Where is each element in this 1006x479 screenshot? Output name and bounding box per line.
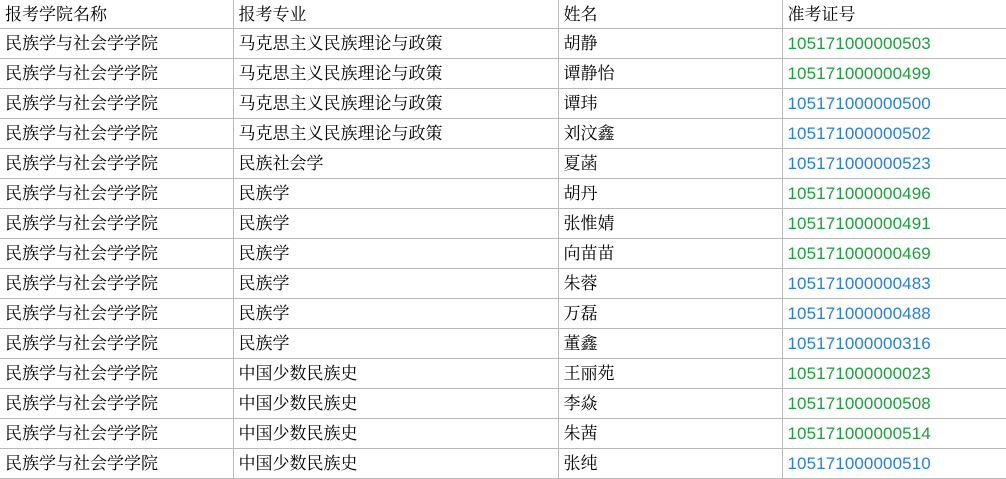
cell-name: 董鑫 <box>558 329 782 359</box>
cell-admit-number: 105171000000491 <box>782 209 1006 239</box>
cell-major: 马克思主义民族理论与政策 <box>233 119 558 149</box>
cell-major: 民族学 <box>233 269 558 299</box>
table-row <box>0 239 1006 269</box>
cell-major: 马克思主义民族理论与政策 <box>233 89 558 119</box>
cell-name: 张纯 <box>558 449 782 479</box>
cell-major: 马克思主义民族理论与政策 <box>233 59 558 89</box>
cell-major: 民族社会学 <box>233 149 558 179</box>
cell-major: 民族学 <box>233 239 558 269</box>
cell-admit-number: 105171000000523 <box>782 149 1006 179</box>
cell-college: 民族学与社会学学院 <box>0 449 233 479</box>
table-row <box>0 359 1006 389</box>
table-row <box>0 179 1006 209</box>
table-header-row <box>0 0 1006 29</box>
cell-name: 谭静怡 <box>558 59 782 89</box>
cell-name: 张惟婧 <box>558 209 782 239</box>
cell-admit-number: 105171000000502 <box>782 119 1006 149</box>
cell-major: 中国少数民族史 <box>233 449 558 479</box>
cell-name: 夏菡 <box>558 149 782 179</box>
cell-college: 民族学与社会学学院 <box>0 179 233 209</box>
table-row <box>0 449 1006 479</box>
cell-admit-number: 105171000000496 <box>782 179 1006 209</box>
table-row <box>0 149 1006 179</box>
cell-major: 中国少数民族史 <box>233 359 558 389</box>
cell-admit-number: 105171000000503 <box>782 29 1006 59</box>
cell-major: 民族学 <box>233 299 558 329</box>
table-row <box>0 269 1006 299</box>
cell-admit-number: 105171000000508 <box>782 389 1006 419</box>
cell-name: 朱茜 <box>558 419 782 449</box>
cell-admit-number: 105171000000316 <box>782 329 1006 359</box>
table-row <box>0 89 1006 119</box>
cell-admit-number: 105171000000514 <box>782 419 1006 449</box>
cell-admit-number: 105171000000488 <box>782 299 1006 329</box>
cell-college: 民族学与社会学学院 <box>0 89 233 119</box>
table-row <box>0 389 1006 419</box>
cell-name: 朱蓉 <box>558 269 782 299</box>
cell-college: 民族学与社会学学院 <box>0 209 233 239</box>
cell-college: 民族学与社会学学院 <box>0 299 233 329</box>
table-row <box>0 419 1006 449</box>
cell-name: 胡丹 <box>558 179 782 209</box>
cell-major: 民族学 <box>233 209 558 239</box>
cell-major: 马克思主义民族理论与政策 <box>233 29 558 59</box>
column-header-admit-number: 准考证号 <box>782 0 1006 29</box>
cell-college: 民族学与社会学学院 <box>0 59 233 89</box>
cell-major: 中国少数民族史 <box>233 389 558 419</box>
table-row <box>0 329 1006 359</box>
table-row <box>0 299 1006 329</box>
table-body <box>0 29 1006 479</box>
cell-college: 民族学与社会学学院 <box>0 359 233 389</box>
cell-admit-number: 105171000000510 <box>782 449 1006 479</box>
cell-college: 民族学与社会学学院 <box>0 29 233 59</box>
cell-college: 民族学与社会学学院 <box>0 239 233 269</box>
column-header-major: 报考专业 <box>233 0 558 29</box>
cell-name: 谭玮 <box>558 89 782 119</box>
cell-college: 民族学与社会学学院 <box>0 329 233 359</box>
table-row <box>0 29 1006 59</box>
cell-major: 民族学 <box>233 329 558 359</box>
cell-name: 李焱 <box>558 389 782 419</box>
cell-admit-number: 105171000000469 <box>782 239 1006 269</box>
cell-college: 民族学与社会学学院 <box>0 149 233 179</box>
cell-college: 民族学与社会学学院 <box>0 419 233 449</box>
table-row <box>0 59 1006 89</box>
cell-admit-number: 105171000000500 <box>782 89 1006 119</box>
cell-admit-number: 105171000000483 <box>782 269 1006 299</box>
cell-major: 民族学 <box>233 179 558 209</box>
column-header-college: 报考学院名称 <box>0 0 233 29</box>
cell-name: 向苗苗 <box>558 239 782 269</box>
cell-admit-number: 105171000000499 <box>782 59 1006 89</box>
table-row <box>0 209 1006 239</box>
cell-name: 万磊 <box>558 299 782 329</box>
cell-major: 中国少数民族史 <box>233 419 558 449</box>
cell-name: 刘汶鑫 <box>558 119 782 149</box>
table-row <box>0 119 1006 149</box>
cell-college: 民族学与社会学学院 <box>0 389 233 419</box>
cell-college: 民族学与社会学学院 <box>0 269 233 299</box>
cell-name: 胡静 <box>558 29 782 59</box>
cell-college: 民族学与社会学学院 <box>0 119 233 149</box>
cell-name: 王丽苑 <box>558 359 782 389</box>
column-header-name: 姓名 <box>558 0 782 29</box>
cell-admit-number: 105171000000023 <box>782 359 1006 389</box>
